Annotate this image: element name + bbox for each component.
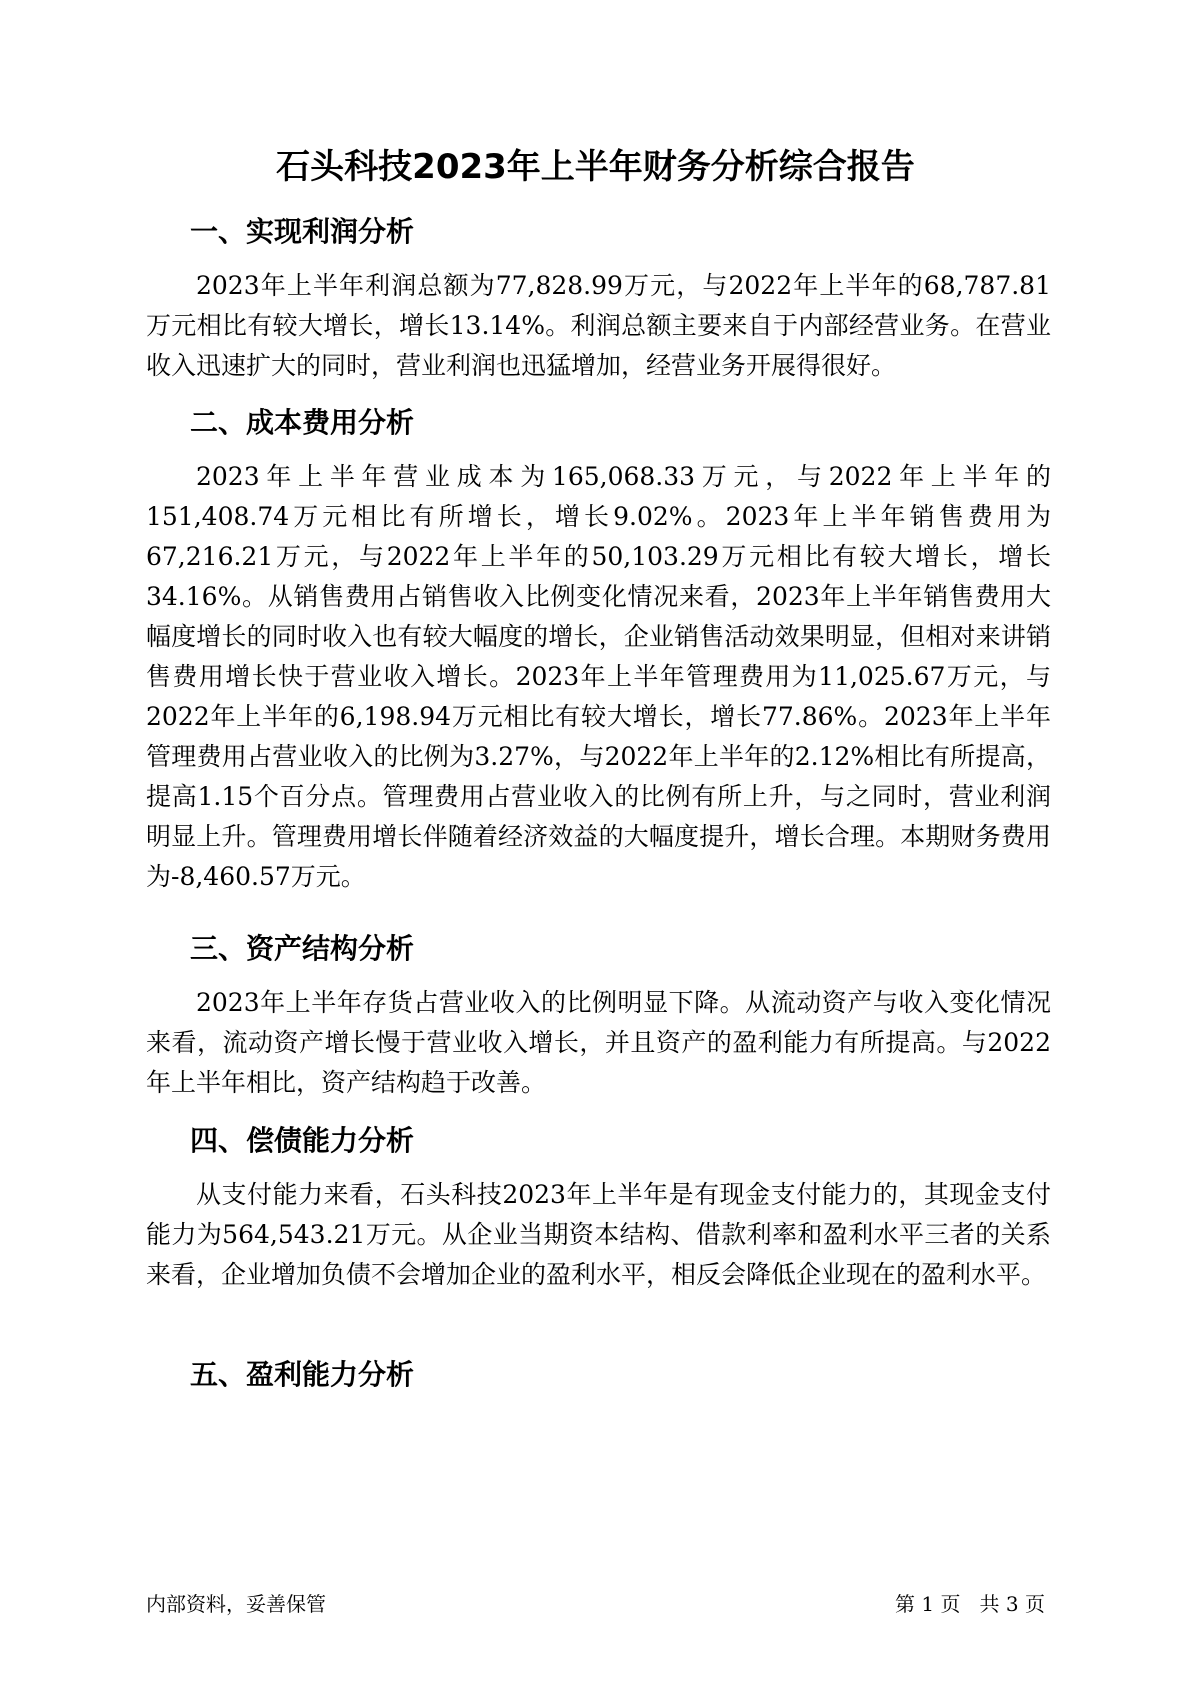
document-title: 石头科技2023年上半年财务分析综合报告: [276, 147, 915, 187]
section-paragraph-solvency: 从支付能力来看，石头科技2023年上半年是有现金支付能力的，其现金支付能力为564,543.21万元。从企业当期资本结构、借款利率和盈利水平三者的关系来看，企业增加负债不会增加企业的盈利水平，相反会降低企业现在的盈利水平。: [146, 1180, 1051, 1289]
footer-page-number: 第 1 页 共 3 页: [895, 1592, 1045, 1616]
section-paragraph-cost: 2023年上半年营业成本为165,068.33万元，与2022年上半年的151,408.74万元相比有所增长，增长9.02%。2023年上半年销售费用为67,216.21万元，与2022年上半年的50,103.29万元相比有较大增长，增长34.16%。从销售费用占销售收入比例变化情况来看，2023年上半年销售费用大幅度增长的同时收入也有较大幅度的增长，企业销售活动效果明显，但相对来讲销售费用增长快于营业收入增长。2023年上半年管理费用为11,025.67万元，与2022年上半年的6,198.94万元相比有较大增长，增长77.86%。2023年上半年管理费用占营业收入的比例为3.27%，与2022年上半年的2.12%相比有所提高，提高1.15个百分点。管理费用占营业收入的比例有所上升，与之同时，营业利润明显上升。管理费用增长伴随着经济效益的大幅度提升，增长合理。本期财务费用为-8,460.57万元。: [146, 462, 1051, 891]
section-heading-cost: 二、成本费用分析: [190, 406, 415, 439]
section-heading-profit: 一、实现利润分析: [190, 215, 415, 248]
section-heading-solvency: 四、偿债能力分析: [190, 1124, 415, 1157]
section-heading-assets: 三、资产结构分析: [190, 932, 415, 965]
footer-confidential-note: 内部资料，妥善保管: [146, 1592, 326, 1616]
section-paragraph-assets: 2023年上半年存货占营业收入的比例明显下降。从流动资产与收入变化情况来看，流动资产增长慢于营业收入增长，并且资产的盈利能力有所提高。与2022年上半年相比，资产结构趋于改善。: [146, 988, 1051, 1097]
section-heading-profitability: 五、盈利能力分析: [190, 1358, 415, 1391]
section-paragraph-profit: 2023年上半年利润总额为77,828.99万元，与2022年上半年的68,787.81万元相比有较大增长，增长13.14%。利润总额主要来自于内部经营业务。在营业收入迅速扩大的同时，营业利润也迅猛增加，经营业务开展得很好。: [146, 271, 1051, 380]
